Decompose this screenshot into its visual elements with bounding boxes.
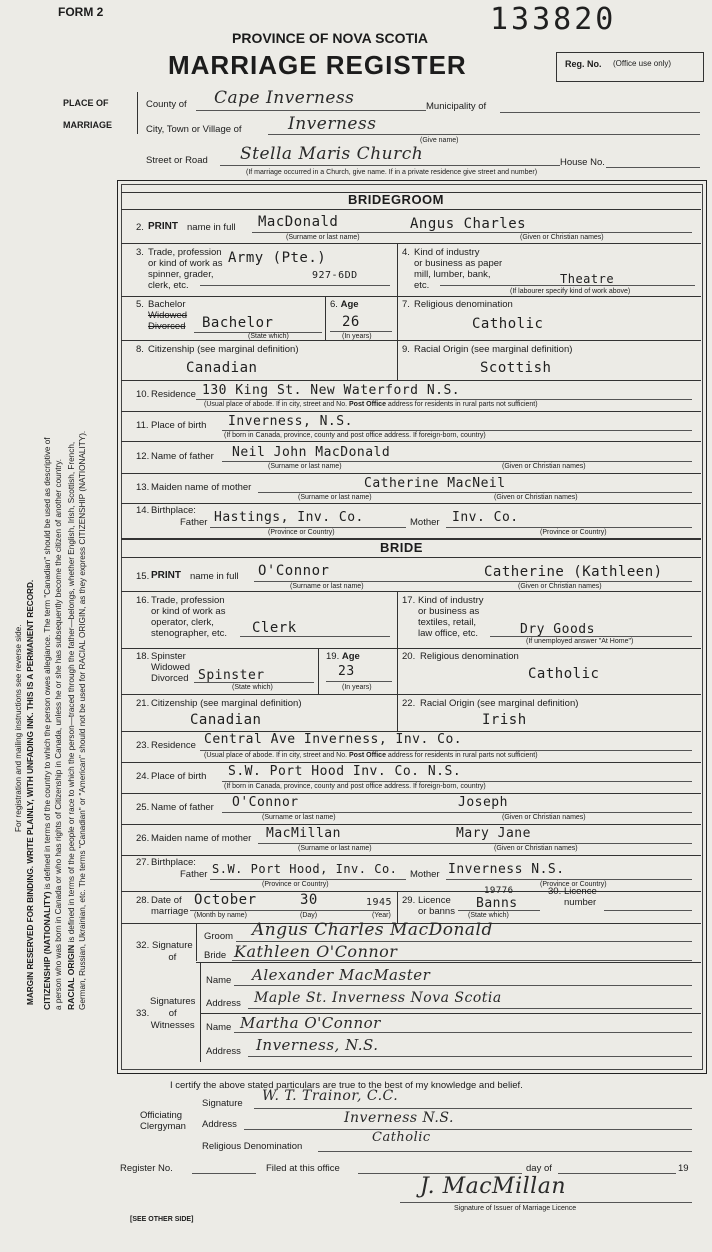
bride-heading: BRIDE <box>380 540 423 555</box>
f7-label: Religious denomination <box>414 299 513 310</box>
f28-year-sub: (Year) <box>372 912 391 919</box>
margin-line-4: a person who was born in Canada or who has rights of Citizenship in Canada, unless he or she has subsequently become the citizen of another country. <box>54 458 63 1010</box>
f17-number: 17. <box>402 595 416 606</box>
issuer-sub: Signature of Issuer of Marriage Licence <box>454 1205 577 1212</box>
groom-given-sub: (Given or Christian names) <box>520 234 604 241</box>
f4-label-line2: or business as paper <box>414 258 503 269</box>
f14-sub-father: (Province or Country) <box>268 529 335 536</box>
f26-label: Maiden name of mother <box>151 833 252 844</box>
f4-number: 4. <box>402 247 410 258</box>
groom-signature: Angus Charles MacDonald <box>252 920 493 940</box>
f22-label: Racial Origin (see marginal definition) <box>420 698 579 709</box>
f32-label-line2: of <box>168 952 177 963</box>
see-other-side: [SEE OTHER SIDE] <box>130 1216 194 1223</box>
marriage-day-value: 30 <box>300 892 318 908</box>
f24-label: Place of birth <box>151 771 207 782</box>
f27-sub-mother: (Province or Country) <box>540 881 607 888</box>
f27-number: 27. <box>136 857 150 868</box>
f27-sub-father: (Province or Country) <box>262 881 329 888</box>
f26-sub-given: (Given or Christian names) <box>494 845 578 852</box>
bride-father-birthplace: S.W. Port Hood, Inv. Co. <box>212 862 398 876</box>
bride-father-surname: O'Connor <box>232 795 299 810</box>
marriage-label: MARRIAGE <box>63 120 112 130</box>
witness1-name: Alexander MacMaster <box>252 966 431 984</box>
f3-label-line2: or kind of work as <box>148 258 223 269</box>
f17-label-line4: law office, etc. <box>418 628 479 639</box>
groom-religion-value: Catholic <box>472 316 544 332</box>
f3-label-line1: Trade, profession <box>148 247 222 258</box>
clergy-signature-label: Signature <box>202 1098 243 1109</box>
street-label: Street or Road <box>146 155 208 166</box>
f32-number: 32. <box>136 940 150 951</box>
f30-number: 30. <box>548 886 562 897</box>
margin-citizenship-term: CITIZENSHIP (NATIONALITY) <box>42 891 52 1010</box>
county-value: Cape Inverness <box>214 88 355 108</box>
f15-number: 15. <box>136 571 150 582</box>
f15-print: PRINT <box>151 570 181 581</box>
clergy-denomination: Catholic <box>372 1130 431 1145</box>
w2-address-label: Address <box>206 1046 241 1057</box>
clergy-signature: W. T. Trainor, C.C. <box>262 1088 399 1104</box>
municipality-label: Municipality of <box>426 101 487 112</box>
groom-industry-value: Theatre <box>560 272 615 286</box>
f33-label-line3: Witnesses <box>150 1020 195 1031</box>
f18-label <box>151 651 190 684</box>
bride-given-value: Catherine (Kathleen) <box>484 564 663 580</box>
bridegroom-heading: BRIDEGROOM <box>348 192 444 207</box>
f13-sub-given: (Given or Christian names) <box>494 494 578 501</box>
f23-number: 23. <box>136 740 150 751</box>
margin-racial-term: RACIAL ORIGIN <box>66 944 76 1010</box>
f11-label: Place of birth <box>151 420 207 431</box>
f13-label: Maiden name of mother <box>151 482 252 493</box>
f33-label <box>150 996 195 1032</box>
f5-number: 5. <box>136 299 144 310</box>
f16-label-line4: stenographer, etc. <box>151 628 228 639</box>
bride-age-value: 23 <box>338 664 355 679</box>
f24-sub: (If born in Canada, province, county and post office address. If foreign-born, country) <box>224 783 486 790</box>
f6-sub: (In years) <box>342 333 372 340</box>
f16-label-line2: or kind of work as <box>151 606 226 617</box>
bride-trade-value: Clerk <box>252 620 297 636</box>
groom-mother-birthplace: Inv. Co. <box>452 510 519 525</box>
f6-number <box>330 299 359 310</box>
groom-mother-value: Catherine MacNeil <box>364 476 506 491</box>
f23-label: Residence <box>151 740 196 751</box>
bride-industry-value: Dry Goods <box>520 622 595 637</box>
bride-mother-surname: MacMillan <box>266 826 341 841</box>
f30-label <box>564 886 597 908</box>
margin-citizenship-def: is defined in terms of the country to which the person owes allegiance. The term "Canadian" should be used as descriptive of <box>43 437 52 892</box>
marriage-year-value: 1945 <box>366 897 393 908</box>
f15-label: name in full <box>190 571 239 582</box>
county-label: County of <box>146 99 187 110</box>
bride-mother-given: Mary Jane <box>456 826 531 841</box>
groom-racial-value: Scottish <box>480 360 552 376</box>
f4-label-line1: Kind of industry <box>414 247 480 258</box>
witness2-address: Inverness, N.S. <box>256 1036 379 1054</box>
f28-label <box>151 895 189 917</box>
f33-label-line2: of <box>168 1008 177 1019</box>
form-number: FORM 2 <box>58 5 104 19</box>
f18-sub: (State which) <box>232 684 273 691</box>
officiating-line2: Clergyman <box>140 1121 186 1132</box>
bride-given-sub: (Given or Christian names) <box>518 583 602 590</box>
f21-label: Citizenship (see marginal definition) <box>151 698 302 709</box>
f5-widowed: Widowed <box>148 310 188 321</box>
f23-sub <box>204 752 538 759</box>
f12-label: Name of father <box>151 451 214 462</box>
clergy-denomination-label: Religious Denomination <box>202 1141 303 1152</box>
f2-label: name in full <box>187 222 236 233</box>
groom-birthplace-value: Inverness, N.S. <box>228 414 353 429</box>
f33-label-line1: Signatures <box>150 996 196 1007</box>
f10-sub-3: address for residents in rural parts not sufficient) <box>387 401 538 408</box>
f10-sub-1: (Usual place of abode. If in city, street and No. <box>204 401 348 408</box>
f27-mother-label: Mother <box>410 869 440 880</box>
f18-number: 18. <box>136 651 150 662</box>
f13-number: 13. <box>136 482 150 493</box>
reg-number-box <box>556 52 704 82</box>
f29-label <box>418 895 455 917</box>
bride-sig-label: Bride <box>204 950 227 961</box>
f28-number: 28. <box>136 895 150 906</box>
place-note: (If marriage occurred in a Church, give name. If in a private residence give street and number) <box>246 169 538 176</box>
margin-line-2: MARGIN RESERVED FOR BINDING. WRITE PLAINLY, WITH UNFADING INK. THIS IS A PERMANENT RECORD. <box>26 579 35 1005</box>
f6-label: Age <box>340 299 359 310</box>
f17-label-line3: textiles, retail, <box>418 617 477 628</box>
f19-number <box>326 651 360 662</box>
f14-father-label: Father <box>180 517 208 528</box>
f9-label: Racial Origin (see marginal definition) <box>414 344 573 355</box>
f25-label: Name of father <box>151 802 214 813</box>
bride-birthplace-value: S.W. Port Hood Inv. Co. N.S. <box>228 764 462 779</box>
f33-number: 33. <box>136 1008 150 1019</box>
f17-label <box>418 595 483 639</box>
page-title: MARRIAGE REGISTER <box>168 50 467 80</box>
groom-father-birthplace: Hastings, Inv. Co. <box>214 510 364 525</box>
f14-mother-label: Mother <box>410 517 440 528</box>
f12-number: 12. <box>136 451 150 462</box>
province-heading: PROVINCE OF NOVA SCOTIA <box>232 30 429 46</box>
f17-label-line2: or business as <box>418 606 480 617</box>
f8-label: Citizenship (see marginal definition) <box>148 344 299 355</box>
witness1-address: Maple St. Inverness Nova Scotia <box>254 990 502 1006</box>
bride-religion-value: Catholic <box>528 666 600 682</box>
f16-label-line1: Trade, profession <box>151 595 225 606</box>
witness2-name: Martha O'Connor <box>240 1014 381 1032</box>
f26-sub-surname: (Surname or last name) <box>298 845 372 852</box>
bride-surname-value: O'Connor <box>258 563 330 579</box>
place-of-label: PLACE OF <box>63 98 109 108</box>
f28-label-line1: Date of <box>151 895 182 906</box>
f8-number: 8. <box>136 344 144 355</box>
f10-number: 10. <box>136 389 150 400</box>
bride-signature: Kathleen O'Connor <box>234 942 398 961</box>
f25-sub-given: (Given or Christian names) <box>502 814 586 821</box>
margin-racial-def: is defined in terms of the people or race to which the person—traced through the father—belongs, whether English, Irish, Scottish, French, <box>67 441 76 945</box>
f27-label: Birthplace: <box>151 857 196 868</box>
f21-number: 21. <box>136 698 150 709</box>
groom-residence-value: 130 King St. New Waterford N.S. <box>202 383 461 398</box>
f23-sub-1: (Usual place of abode. If in city, street and No. <box>204 752 348 759</box>
f18-divorced: Divorced <box>151 673 189 684</box>
city-label: City, Town or Village of <box>146 124 242 135</box>
f24-number: 24. <box>136 771 150 782</box>
f11-sub: (If born in Canada, province, county and post office address. If foreign-born, country) <box>224 432 486 439</box>
f25-sub-surname: (Surname or last name) <box>262 814 336 821</box>
issuer-signature: J. MacMillan <box>420 1174 566 1199</box>
f5-sub: (State which) <box>248 333 289 340</box>
f17-label-line1: Kind of industry <box>418 595 484 606</box>
f14-sub-mother: (Province or Country) <box>540 529 607 536</box>
f2-number: 2. <box>136 222 144 233</box>
w2-name-label: Name <box>206 1022 232 1033</box>
f30-label-line1: Licence <box>564 886 597 897</box>
city-value: Inverness <box>288 114 377 134</box>
f16-label-line3: operator, clerk, <box>151 617 214 628</box>
bride-citizenship-value: Canadian <box>190 712 262 728</box>
f18-spinster: Spinster <box>151 651 186 662</box>
w1-name-label: Name <box>206 975 232 986</box>
f28-day-sub: (Day) <box>300 912 318 919</box>
bride-residence-value: Central Ave Inverness, Inv. Co. <box>204 732 463 747</box>
groom-age-value: 26 <box>342 314 360 330</box>
register-no-label: Register No. <box>120 1163 173 1174</box>
filed-label: Filed at this office <box>266 1163 340 1174</box>
f12-sub-given: (Given or Christian names) <box>502 463 586 470</box>
f10-sub <box>204 401 538 408</box>
f19-number-text: 19. <box>326 651 340 662</box>
f9-number: 9. <box>402 344 410 355</box>
f10-label: Residence <box>151 389 196 400</box>
f3-label-line4: clerk, etc. <box>148 280 189 291</box>
f29-number: 29. <box>402 895 416 906</box>
officiating-line1: Officiating <box>140 1110 183 1121</box>
groom-trade-value: Army (Pte.) <box>228 250 327 266</box>
groom-citizenship-value: Canadian <box>186 360 258 376</box>
f4-label-line4: etc. <box>414 280 430 291</box>
groom-surname-value: MacDonald <box>258 214 339 230</box>
f32-label <box>152 940 193 964</box>
f23-sub-2: Post Office <box>349 752 386 759</box>
bride-status-value: Spinster <box>198 668 265 683</box>
f17-sub: (If unemployed answer "At Home") <box>526 638 634 645</box>
f32-label-line1: Signature <box>152 940 193 951</box>
f16-label <box>151 595 227 639</box>
f5-bachelor: Bachelor <box>148 299 186 310</box>
groom-given-value: Angus Charles <box>410 216 527 232</box>
f14-label: Birthplace: <box>151 505 196 516</box>
give-name-note: (Give name) <box>420 137 459 144</box>
bride-racial-value: Irish <box>482 712 527 728</box>
f6-number-text: 6. <box>330 299 338 310</box>
clergy-address: Inverness N.S. <box>344 1110 454 1126</box>
groom-trade-value-2: 927-6DD <box>312 270 358 281</box>
f4-label-line3: mill, lumber, bank, <box>414 269 491 280</box>
groom-surname-sub: (Surname or last name) <box>286 234 360 241</box>
groom-status-value: Bachelor <box>202 315 274 331</box>
groom-father-value: Neil John MacDonald <box>232 445 391 460</box>
day-of-label: day of <box>526 1163 552 1174</box>
margin-line-5 <box>66 442 77 1010</box>
groom-sig-label: Groom <box>204 931 234 942</box>
f26-number: 26. <box>136 833 150 844</box>
f7-number: 7. <box>402 299 410 310</box>
certify-statement: I certify the above stated particulars are true to the best of my knowledge and belief. <box>170 1080 523 1091</box>
f29-label-line1: Licence <box>418 895 451 906</box>
reg-box-note: (Office use only) <box>613 59 672 68</box>
f29-label-line2: or banns <box>418 906 455 917</box>
reg-box-label: Reg. No. <box>565 59 602 69</box>
f10-sub-2: Post Office <box>349 401 386 408</box>
f22-number: 22. <box>402 698 416 709</box>
house-label: House No. <box>560 157 605 168</box>
licence-or-banns-value: Banns <box>476 896 518 911</box>
f5-label <box>148 299 187 332</box>
year-prefix: 19 <box>678 1163 689 1174</box>
f13-sub-surname: (Surname or last name) <box>298 494 372 501</box>
f29-sub: (State which) <box>468 912 509 919</box>
margin-line-3 <box>42 437 53 1010</box>
f27-father-label: Father <box>180 869 208 880</box>
licence-number-small: 19776 <box>484 886 514 896</box>
f16-number: 16. <box>136 595 150 606</box>
registration-number-handwritten: 133820 <box>490 2 617 37</box>
f19-sub: (In years) <box>342 684 372 691</box>
f28-label-line2: marriage <box>151 906 189 917</box>
f2-print: PRINT <box>148 221 178 232</box>
f14-number: 14. <box>136 505 150 516</box>
margin-line-6: German, Russian, Ukrainian, etc. The terms "Canadian" or "American" should not be used for RACIAL ORIGIN, as they express CITIZENSHIP (NATIONALITY). <box>78 430 87 1010</box>
w1-address-label: Address <box>206 998 241 1009</box>
f30-label-line2: number <box>564 897 597 908</box>
f25-number: 25. <box>136 802 150 813</box>
marriage-month-value: October <box>194 892 257 908</box>
street-value: Stella Maris Church <box>240 144 424 164</box>
f28-month-sub: (Month by name) <box>194 912 247 919</box>
f19-label: Age <box>341 651 360 662</box>
f20-label: Religious denomination <box>420 651 519 662</box>
bride-surname-sub: (Surname or last name) <box>290 583 364 590</box>
f11-number: 11. <box>136 420 149 431</box>
f3-number: 3. <box>136 247 144 258</box>
f12-sub-surname: (Surname or last name) <box>268 463 342 470</box>
f4-sub: (If labourer specify kind of work above) <box>510 288 631 295</box>
bride-mother-birthplace: Inverness N.S. <box>448 862 565 877</box>
f20-number: 20. <box>402 651 416 662</box>
clergy-address-label: Address <box>202 1119 237 1130</box>
f23-sub-3: address for residents in rural parts not sufficient) <box>387 752 538 759</box>
officiating-label <box>140 1110 186 1132</box>
margin-line-1: For registration and mailing instructions see reverse side. <box>14 624 23 832</box>
f18-widowed: Widowed <box>151 662 191 673</box>
f5-divorced: Divorced <box>148 321 186 332</box>
bride-father-given: Joseph <box>458 795 508 810</box>
f3-label-line3: spinner, grader, <box>148 269 214 280</box>
